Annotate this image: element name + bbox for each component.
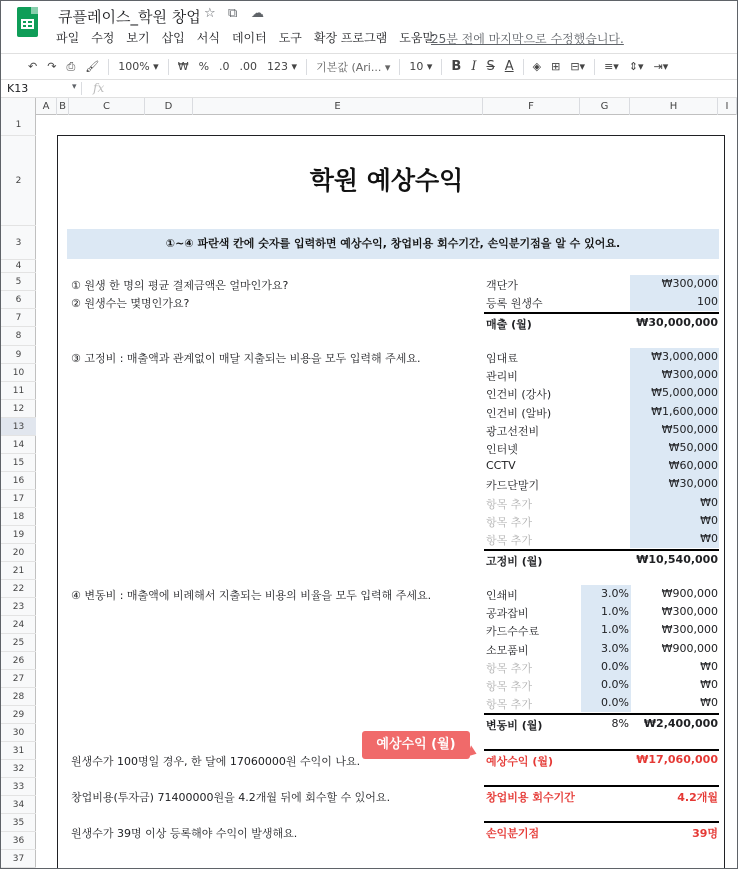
variable-cost-value: ₩900,000 [661, 587, 718, 600]
name-box[interactable]: K13 [7, 82, 29, 95]
toolbar-divider [594, 59, 595, 75]
variable-cost-value: ₩900,000 [661, 641, 718, 655]
fill-color-icon[interactable]: ◈ [532, 60, 542, 73]
total-rule [484, 821, 719, 823]
revenue-value[interactable]: 100 [697, 295, 718, 308]
column-header-g[interactable]: G [580, 98, 630, 115]
total-rule [484, 785, 719, 787]
fixed-total-label: 고정비 (월) [486, 555, 543, 568]
menu-data[interactable]: 데이터 [231, 31, 267, 45]
column-header-d[interactable]: D [145, 98, 193, 115]
font-select[interactable]: 기본값 (Ari... ▾ [316, 60, 391, 74]
menu-file[interactable]: 파일 [56, 31, 80, 45]
column-header-e[interactable]: E [193, 98, 483, 115]
row-header[interactable]: 35 [1, 814, 36, 832]
row-header[interactable]: 28 [1, 688, 36, 706]
revenue-total-label: 매출 (월) [486, 318, 532, 331]
strikethrough-button[interactable]: S [486, 59, 495, 74]
question-2: ② 원생수는 몇명인가요? [71, 297, 190, 310]
breakeven-value: 39명 [692, 827, 718, 840]
fixed-cost-value[interactable]: ₩0 [700, 513, 718, 527]
row-header[interactable]: 12 [1, 400, 36, 418]
italic-button[interactable]: I [471, 59, 477, 74]
increase-decimal-button[interactable]: .00 [239, 60, 258, 73]
variable-cost-label: 인쇄비 [486, 589, 518, 602]
fixed-total-value: ₩10,540,000 [636, 553, 718, 566]
sheets-logo-icon[interactable] [17, 7, 38, 37]
last-edit-link[interactable]: 25분 전에 마지막으로 수정했습니다. [431, 32, 624, 46]
variable-cost-percent[interactable]: 3.0% [601, 641, 629, 655]
row-header[interactable]: 22 [1, 580, 36, 598]
row-header[interactable]: 16 [1, 472, 36, 490]
row-header[interactable]: 23 [1, 598, 36, 616]
fixed-cost-label: 인건비 (알바) [486, 406, 552, 420]
row-header[interactable]: 10 [1, 364, 36, 382]
profit-value: ₩17,060,000 [636, 753, 718, 766]
font-size-select[interactable]: 10 ▾ [409, 60, 433, 73]
variable-cost-value: ₩0 [700, 696, 718, 710]
vertical-align-icon[interactable]: ⇕▾ [628, 60, 644, 73]
toolbar-divider [523, 59, 524, 75]
fixed-cost-label: 인건비 (강사) [486, 388, 552, 402]
variable-cost-percent[interactable]: 1.0% [601, 623, 629, 637]
document-title[interactable]: 큐플레이스_학원 창업 [58, 8, 201, 26]
fixed-cost-label: CCTV [486, 459, 516, 473]
profit-label: 예상수익 (월) [486, 755, 554, 768]
row-header[interactable]: 29 [1, 706, 36, 724]
row-header[interactable]: 24 [1, 616, 36, 634]
fixed-cost-label: 항목 추가 [486, 534, 533, 547]
variable-cost-percent[interactable]: 0.0% [601, 659, 629, 673]
row-headers [1, 115, 36, 869]
row-header[interactable]: 34 [1, 796, 36, 814]
variable-cost-percent[interactable]: 0.0% [601, 696, 629, 710]
fixed-cost-label: 항목 추가 [486, 497, 533, 511]
variable-cost-label: 소모품비 [486, 643, 529, 657]
fixed-cost-value[interactable]: ₩30,000 [668, 477, 718, 491]
variable-cost-label: 항목 추가 [486, 698, 533, 712]
question-3: ③ 고정비 : 매출액과 관계없이 매달 지출되는 비용을 모두 입력해 주세요. [71, 352, 421, 365]
row-header[interactable]: 5 [1, 273, 36, 291]
menu-edit[interactable]: 수정 [91, 31, 115, 45]
profit-callout: 예상수익 (월) [362, 731, 470, 759]
paint-format-icon[interactable]: 🖌 [85, 60, 100, 73]
currency-button[interactable]: ₩ [177, 60, 189, 73]
variable-cost-label: 항목 추가 [486, 680, 533, 693]
column-header-c[interactable]: C [69, 98, 145, 115]
row-header[interactable]: 36 [1, 832, 36, 850]
revenue-label: 등록 원생수 [486, 297, 543, 310]
menu-tools[interactable]: 도구 [278, 31, 302, 45]
row-header[interactable]: 21 [1, 562, 36, 580]
row-header[interactable]: 26 [1, 652, 36, 670]
fixed-cost-value[interactable]: ₩50,000 [668, 441, 718, 454]
variable-cost-percent[interactable]: 1.0% [601, 605, 629, 619]
toolbar-divider [441, 59, 442, 75]
variable-cost-percent[interactable]: 3.0% [601, 587, 629, 600]
profit-sentence: 원생수가 100명일 경우, 한 달에 17060000원 수익이 나요. [71, 755, 361, 768]
revenue-value[interactable]: ₩300,000 [661, 277, 718, 290]
fixed-cost-label: 임대료 [486, 352, 518, 365]
total-rule [484, 549, 719, 551]
question-4: ④ 변동비 : 매출액에 비례해서 지출되는 비용의 비율을 모두 입력해 주세요. [71, 589, 432, 602]
variable-total-value: ₩2,400,000 [643, 717, 718, 730]
payback-value: 4.2개월 [677, 791, 718, 804]
print-icon[interactable]: ⎙ [66, 59, 76, 73]
function-icon: fx [93, 81, 105, 95]
fixed-cost-label: 인터넷 [486, 443, 518, 456]
row-header[interactable]: 20 [1, 544, 36, 562]
more-formats-select[interactable]: 123 ▾ [267, 60, 298, 73]
variable-cost-label: 공과잡비 [486, 607, 529, 621]
fixed-cost-value[interactable]: ₩500,000 [661, 422, 718, 436]
column-header-b[interactable]: B [57, 98, 69, 115]
menu-help[interactable]: 도움말 [399, 31, 435, 45]
toolbar [1, 53, 737, 79]
star-icon[interactable]: ☆ [204, 6, 216, 21]
row-header[interactable]: 25 [1, 634, 36, 652]
total-rule [484, 713, 719, 715]
row-header[interactable]: 32 [1, 760, 36, 778]
row-header[interactable]: 6 [1, 291, 36, 309]
bold-button[interactable]: B [451, 59, 462, 74]
row-header[interactable]: 19 [1, 526, 36, 544]
sheet-grid[interactable] [36, 115, 737, 869]
header [1, 1, 737, 53]
row-header[interactable]: 15 [1, 454, 36, 472]
row-header[interactable]: 7 [1, 309, 36, 327]
row-header[interactable]: 1 [1, 115, 36, 136]
variable-cost-value: ₩0 [700, 659, 718, 673]
row-header[interactable]: 9 [1, 346, 36, 364]
zoom-select[interactable]: 100% ▾ [118, 60, 159, 73]
fixed-cost-value[interactable]: ₩0 [700, 532, 718, 545]
row-header[interactable]: 27 [1, 670, 36, 688]
chevron-down-icon[interactable]: ▾ [72, 82, 77, 92]
menu-bar [56, 29, 446, 47]
formula-divider [81, 82, 82, 95]
fixed-cost-value[interactable]: ₩0 [700, 495, 718, 509]
merge-cells-icon[interactable]: ⊟▾ [570, 60, 586, 73]
column-header-a[interactable]: A [36, 98, 57, 115]
breakeven-sentence: 원생수가 39명 이상 등록해야 수익이 발생해요. [71, 827, 298, 840]
row-header[interactable]: 11 [1, 382, 36, 400]
fixed-cost-value[interactable]: ₩1,600,000 [651, 404, 718, 418]
fixed-cost-value[interactable]: ₩300,000 [661, 368, 718, 382]
variable-cost-label: 카드수수료 [486, 625, 540, 639]
text-wrap-icon[interactable]: ⇥▾ [653, 60, 669, 73]
payback-label: 창업비용 회수기간 [486, 791, 575, 804]
decrease-decimal-button[interactable]: .0 [219, 60, 230, 73]
total-rule [484, 312, 719, 314]
total-rule [484, 749, 719, 751]
row-header[interactable]: 8 [1, 327, 36, 346]
text-color-button[interactable]: A [504, 59, 514, 74]
redo-icon[interactable]: ↷ [47, 60, 57, 73]
horizontal-align-icon[interactable]: ≡▾ [604, 60, 619, 73]
variable-total-percent: 8% [611, 717, 629, 730]
toolbar-divider [399, 59, 400, 75]
variable-total-label: 변동비 (월) [486, 719, 543, 732]
fixed-cost-value[interactable]: ₩5,000,000 [651, 386, 718, 400]
column-headers [1, 98, 737, 115]
row-header[interactable]: 13 [1, 418, 36, 436]
menu-insert[interactable]: 삽입 [161, 31, 185, 45]
row-header[interactable]: 17 [1, 490, 36, 508]
row-header[interactable]: 30 [1, 724, 36, 742]
move-folder-icon[interactable]: ⧉ [228, 6, 238, 21]
row-header[interactable]: 14 [1, 436, 36, 454]
column-header-f[interactable]: F [483, 98, 580, 115]
fixed-cost-label: 광고선전비 [486, 424, 540, 438]
variable-cost-value: ₩0 [700, 678, 718, 691]
menu-format[interactable]: 서식 [196, 31, 220, 45]
breakeven-label: 손익분기점 [486, 827, 540, 840]
row-header[interactable]: 18 [1, 508, 36, 526]
variable-cost-percent[interactable]: 0.0% [601, 678, 629, 691]
formula-bar [1, 79, 737, 98]
row-header[interactable]: 3 [1, 226, 36, 260]
undo-icon[interactable]: ↶ [28, 60, 38, 73]
revenue-total-value: ₩30,000,000 [636, 316, 718, 329]
menu-extensions[interactable]: 확장 프로그램 [313, 31, 388, 45]
fixed-cost-value[interactable]: ₩3,000,000 [651, 350, 718, 363]
borders-icon[interactable]: ⊞ [551, 60, 561, 73]
sheet-title: 학원 예상수익 [309, 166, 464, 195]
row-header[interactable]: 37 [1, 850, 36, 868]
toolbar-divider [108, 59, 109, 75]
toolbar-divider [306, 59, 307, 75]
menu-view[interactable]: 보기 [126, 31, 150, 45]
row-header[interactable]: 31 [1, 742, 36, 760]
question-1: ① 원생 한 명의 평균 결제금액은 얼마인가요? [71, 279, 289, 292]
cloud-status-icon[interactable]: ☁ [251, 6, 264, 21]
fixed-cost-label: 관리비 [486, 370, 518, 384]
select-all-corner[interactable] [1, 98, 36, 115]
variable-cost-value: ₩300,000 [661, 623, 718, 637]
percent-button[interactable]: % [198, 60, 210, 73]
row-header[interactable]: 4 [1, 260, 36, 273]
column-header-h[interactable]: H [630, 98, 718, 115]
toolbar-divider [168, 59, 169, 75]
revenue-label: 객단가 [486, 279, 518, 292]
payback-sentence: 창업비용(투자금) 71400000원을 4.2개월 뒤에 회수할 수 있어요. [71, 791, 391, 804]
column-header-i[interactable]: I [718, 98, 737, 115]
row-header[interactable]: 2 [1, 136, 36, 226]
variable-cost-value: ₩300,000 [661, 605, 718, 619]
fixed-cost-label: 항목 추가 [486, 515, 533, 529]
fixed-cost-value[interactable]: ₩60,000 [668, 459, 718, 473]
instruction-banner: ①~④ 파란색 칸에 숫자를 입력하면 예상수익, 창업비용 회수기간, 손익분기점을 알 수 있어요. [67, 229, 719, 259]
fixed-cost-label: 카드단말기 [486, 479, 540, 493]
variable-cost-label: 항목 추가 [486, 661, 533, 675]
row-header[interactable]: 33 [1, 778, 36, 796]
